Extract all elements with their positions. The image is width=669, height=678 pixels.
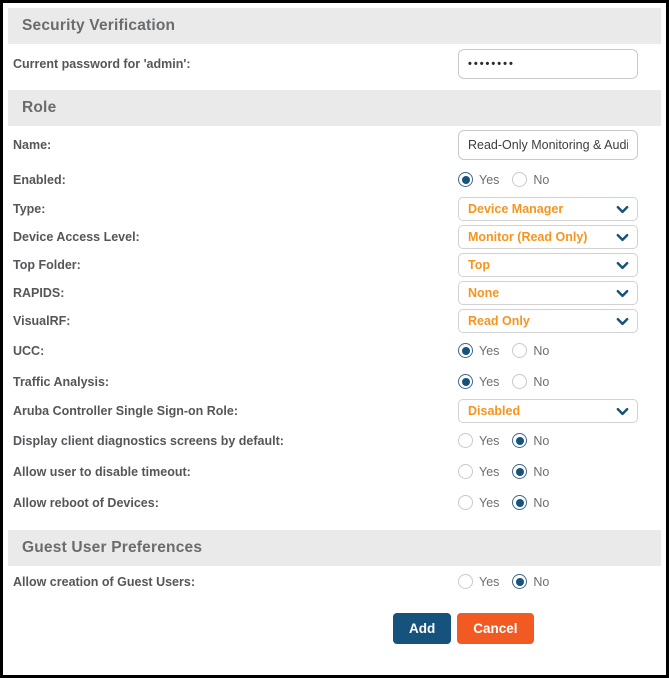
field-control <box>458 172 638 187</box>
field-control <box>458 374 638 389</box>
radio-option-label: No <box>533 172 550 187</box>
radio-circle[interactable] <box>458 433 473 448</box>
select-value: Monitor (Read Only) <box>468 230 588 244</box>
top-folder-select[interactable] <box>458 253 638 277</box>
radio-option-label: No <box>533 433 550 448</box>
radio-circle[interactable] <box>458 464 473 479</box>
field-row-display-client-diagnostics-screens-by-default <box>8 425 661 456</box>
current-password-for-admin-input[interactable] <box>458 49 638 79</box>
field-control <box>458 49 638 79</box>
field-row-allow-creation-of-guest-users <box>8 566 661 597</box>
field-control <box>458 495 638 510</box>
add-button[interactable]: Add <box>393 613 451 644</box>
field-label-type: Type: <box>13 202 46 216</box>
role-form <box>8 8 661 597</box>
field-control <box>458 399 638 423</box>
field-control <box>458 225 638 249</box>
field-control <box>458 464 638 479</box>
chevron-down-icon <box>615 230 630 245</box>
allow-creation-of-guest-users-radio-group <box>458 574 549 589</box>
cancel-button[interactable]: Cancel <box>457 613 533 644</box>
field-control <box>458 309 638 333</box>
select-value: Read Only <box>468 314 530 328</box>
allow-user-to-disable-timeout-radio-group <box>458 464 549 479</box>
field-label-allow-reboot-of-devices: Allow reboot of Devices: <box>13 495 159 510</box>
field-control <box>458 433 638 448</box>
ucc-radio-group <box>458 343 549 358</box>
radio-option-label: Yes <box>479 574 500 589</box>
radio-option-label: Yes <box>479 433 500 448</box>
field-row-traffic-analysis <box>8 366 661 397</box>
field-row-ucc <box>8 335 661 366</box>
radio-option-label: Yes <box>479 464 500 479</box>
field-row-type <box>8 195 661 223</box>
field-control <box>458 253 638 277</box>
ucc-radio-no[interactable] <box>512 343 549 358</box>
select-value: Device Manager <box>468 202 564 216</box>
radio-circle[interactable] <box>512 495 527 510</box>
allow-creation-of-guest-users-radio-no[interactable] <box>512 574 549 589</box>
radio-circle[interactable] <box>458 343 473 358</box>
chevron-down-icon <box>615 286 630 301</box>
section-header-role: Role <box>8 90 661 126</box>
field-row-top-folder <box>8 251 661 279</box>
radio-circle[interactable] <box>458 574 473 589</box>
allow-creation-of-guest-users-radio-yes[interactable] <box>458 574 499 589</box>
radio-option-label: No <box>533 495 550 510</box>
field-label-current-password-for-admin: Current password for 'admin': <box>13 57 191 71</box>
radio-option-label: Yes <box>479 495 500 510</box>
aruba-controller-single-sign-on-role-select[interactable] <box>458 399 638 423</box>
select-value: None <box>468 286 500 300</box>
enabled-radio-group <box>458 172 549 187</box>
field-row-allow-reboot-of-devices <box>8 487 661 518</box>
radio-circle[interactable] <box>512 374 527 389</box>
field-row-rapids <box>8 279 661 307</box>
radio-circle[interactable] <box>458 495 473 510</box>
select-value: Disabled <box>468 404 521 418</box>
field-row-current-password-for-admin <box>8 44 661 84</box>
display-client-diagnostics-screens-by-default-radio-no[interactable] <box>512 433 549 448</box>
field-row-enabled <box>8 164 661 195</box>
field-label-rapids: RAPIDS: <box>13 286 65 300</box>
select-value: Top <box>468 258 490 272</box>
enabled-radio-yes[interactable] <box>458 172 499 187</box>
field-label-traffic-analysis: Traffic Analysis: <box>13 374 110 389</box>
field-control <box>458 130 638 160</box>
radio-option-label: No <box>533 343 550 358</box>
display-client-diagnostics-screens-by-default-radio-group <box>458 433 549 448</box>
field-row-allow-user-to-disable-timeout <box>8 456 661 487</box>
radio-circle[interactable] <box>512 172 527 187</box>
field-control <box>458 343 638 358</box>
form-actions <box>393 613 661 644</box>
field-label-aruba-controller-single-sign-on-role: Aruba Controller Single Sign-on Role: <box>13 404 238 418</box>
field-label-device-access-level: Device Access Level: <box>13 230 140 244</box>
field-label-visualrf: VisualRF: <box>13 314 71 328</box>
section-header-guest-user-preferences: Guest User Preferences <box>8 530 661 566</box>
field-control <box>458 281 638 305</box>
radio-circle[interactable] <box>512 464 527 479</box>
traffic-analysis-radio-group <box>458 374 549 389</box>
visualrf-select[interactable] <box>458 309 638 333</box>
radio-circle[interactable] <box>512 433 527 448</box>
field-row-aruba-controller-single-sign-on-role <box>8 397 661 425</box>
radio-circle[interactable] <box>512 574 527 589</box>
type-select[interactable] <box>458 197 638 221</box>
field-label-allow-user-to-disable-timeout: Allow user to disable timeout: <box>13 464 191 479</box>
field-label-allow-creation-of-guest-users: Allow creation of Guest Users: <box>13 574 195 589</box>
chevron-down-icon <box>615 258 630 273</box>
enabled-radio-no[interactable] <box>512 172 549 187</box>
field-label-display-client-diagnostics-screens-by-default: Display client diagnostics screens by default: <box>13 433 284 448</box>
field-control <box>458 197 638 221</box>
radio-option-label: Yes <box>479 374 500 389</box>
field-control <box>458 574 638 589</box>
chevron-down-icon <box>615 404 630 419</box>
field-label-ucc: UCC: <box>13 343 45 358</box>
radio-option-label: Yes <box>479 172 500 187</box>
allow-reboot-of-devices-radio-no[interactable] <box>512 495 549 510</box>
allow-reboot-of-devices-radio-group <box>458 495 549 510</box>
traffic-analysis-radio-yes[interactable] <box>458 374 499 389</box>
radio-circle[interactable] <box>458 172 473 187</box>
radio-option-label: No <box>533 574 550 589</box>
chevron-down-icon <box>615 202 630 217</box>
device-access-level-select[interactable] <box>458 225 638 249</box>
chevron-down-icon <box>615 314 630 329</box>
radio-circle[interactable] <box>458 374 473 389</box>
radio-circle[interactable] <box>512 343 527 358</box>
allow-reboot-of-devices-radio-yes[interactable] <box>458 495 499 510</box>
field-label-top-folder: Top Folder: <box>13 258 81 272</box>
field-row-visualrf <box>8 307 661 335</box>
field-label-enabled: Enabled: <box>13 172 66 187</box>
traffic-analysis-radio-no[interactable] <box>512 374 549 389</box>
field-label-name: Name: <box>13 138 52 152</box>
radio-option-label: No <box>533 374 550 389</box>
allow-user-to-disable-timeout-radio-yes[interactable] <box>458 464 499 479</box>
section-header-security-verification: Security Verification <box>8 8 661 44</box>
field-row-name <box>8 126 661 164</box>
ucc-radio-yes[interactable] <box>458 343 499 358</box>
field-row-device-access-level <box>8 223 661 251</box>
radio-option-label: Yes <box>479 343 500 358</box>
allow-user-to-disable-timeout-radio-no[interactable] <box>512 464 549 479</box>
radio-option-label: No <box>533 464 550 479</box>
rapids-select[interactable] <box>458 281 638 305</box>
display-client-diagnostics-screens-by-default-radio-yes[interactable] <box>458 433 499 448</box>
name-input[interactable] <box>458 130 638 160</box>
